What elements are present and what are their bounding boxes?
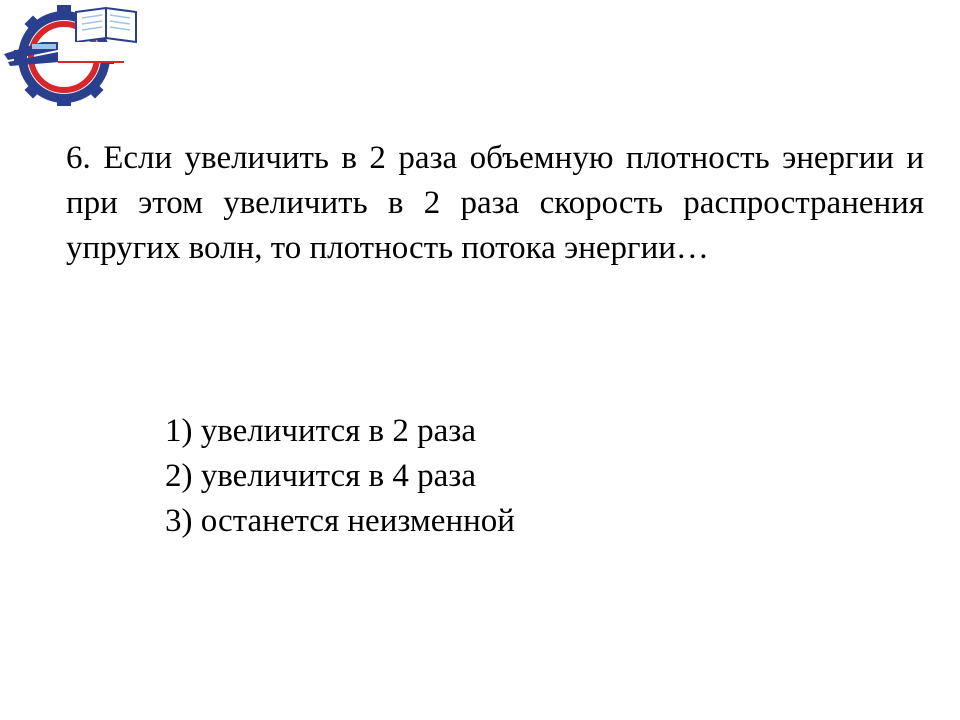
university-logo (2, 2, 138, 106)
answer-option-3: 3) останется неизменной (165, 503, 515, 539)
answer-option-1: 1) увеличится в 2 раза (165, 413, 476, 449)
university-emblem-icon (2, 2, 138, 106)
question-text: 6. Если увеличить в 2 раза объемную плотность энергии и при этом увеличить в 2 раза скорость распространения упругих волн, то плотность потока энергии… (66, 140, 924, 266)
answer-options-list (165, 409, 515, 544)
answer-option-2: 2) увеличится в 4 раза (165, 458, 476, 494)
